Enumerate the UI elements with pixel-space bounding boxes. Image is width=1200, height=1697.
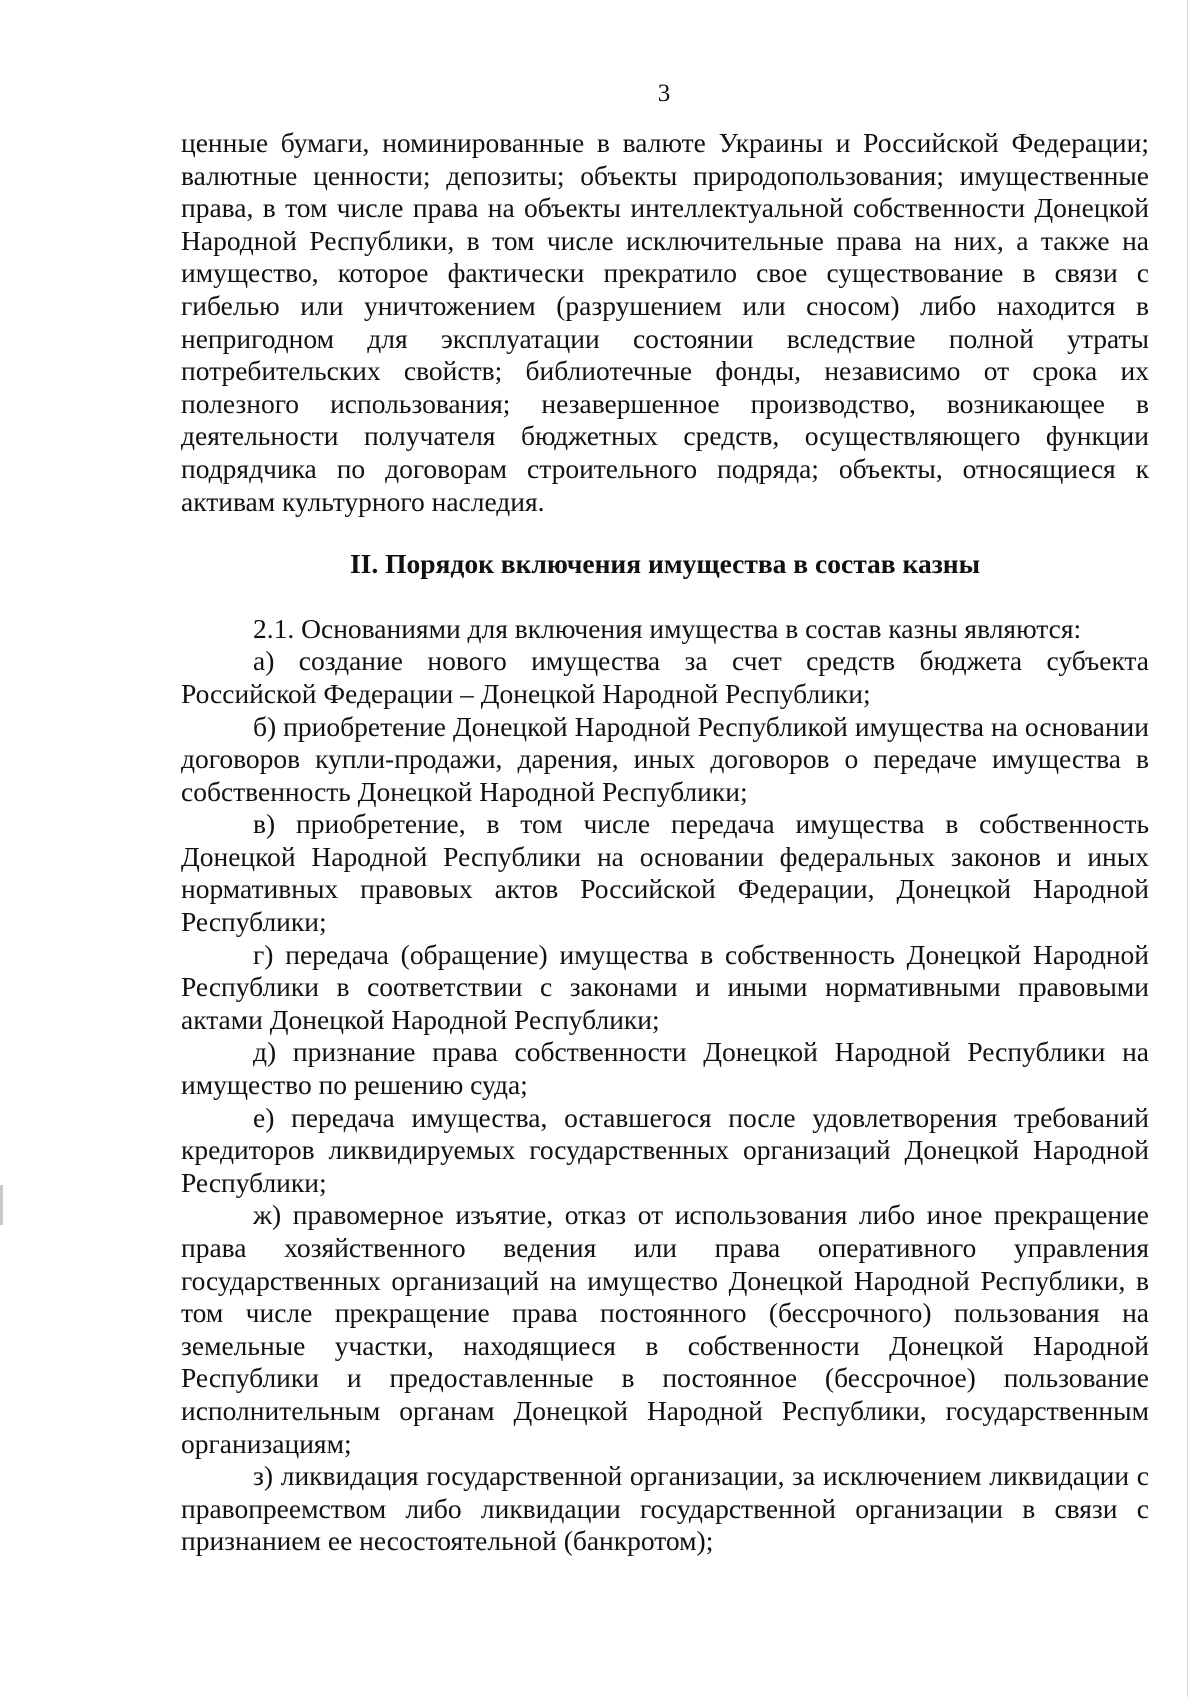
list-item-z: з) ликвидация государственной организации, за исключением ликвидации с правопреемством либо ликвидации государственной организации в связи с признанием ее несостоятельной (банкротом); xyxy=(181,1460,1149,1557)
paragraph-2-1: 2.1. Основаниями для включения имущества в состав казны являются: xyxy=(253,612,1082,644)
scan-margin-mark xyxy=(0,1185,3,1225)
list-item-g: г) передача (обращение) имущества в собственность Донецкой Народной Республики в соответствии с законами и иными нормативными правовыми актами Донецкой Народной Республики; xyxy=(181,938,1149,1035)
list-item-a: а) создание нового имущества за счет средств бюджета субъекта Российской Федерации – Донецкой Народной Республики; xyxy=(181,645,1149,709)
document-body xyxy=(181,127,1149,1558)
list-item-e: е) передача имущества, оставшегося после удовлетворения требований кредиторов ликвидируемых государственных организаций Донецкой Народной Республики; xyxy=(181,1101,1149,1198)
page-number: 3 xyxy=(657,80,671,107)
list-item-v: в) приобретение, в том числе передача имущества в собственность Донецкой Народной Республики на основании федеральных законов и иных нормативных правовых актов Российской Федерации, Донецкой Народной Республики; xyxy=(181,808,1149,938)
section-heading: II. Порядок включения имущества в состав казны xyxy=(349,548,981,580)
scan-edge-line xyxy=(1187,0,1188,1697)
list-item-b: б) приобретение Донецкой Народной Республикой имущества на основании договоров купли-продажи, дарения, иных договоров о передаче имущества в собственность Донецкой Народной Республики; xyxy=(181,710,1149,807)
list-item-zh: ж) правомерное изъятие, отказ от использования либо иное прекращение права хозяйственного ведения или права оперативного управления государственных организаций на имущество Донецкой Народной Республики, в том числе прекращение права постоянного (бессрочного) пользования на земельные участки, находящиеся в собственности Донецкой Народной Республики и предоставленные в постоянное (бессрочное) пользование исполнительным органам Донецкой Народной Республики, государственным организациям; xyxy=(181,1199,1149,1459)
paragraph-intro: ценные бумаги, номинированные в валюте Украины и Российской Федерации; валютные ценности; депозиты; объекты природопользования; имущественные права, в том числе права на объекты интеллектуальной собственности Донецкой Народной Республики, в том числе исключительные права на них, а также на имущество, которое фактически прекратило свое существование в связи с гибелью или уничтожением (разрушением или сносом) либо находится в непригодном для эксплуатации состоянии вследствие полной утраты потребительских свойств; библиотечные фонды, независимо от срока их полезного использования; незавершенное производство, возникающее в деятельности получателя бюджетных средств, осуществляющего функции подрядчика по договорам строительного подряда; объекты, относящиеся к активам культурного наследия. xyxy=(181,127,1149,517)
list-item-d: д) признание права собственности Донецкой Народной Республики на имущество по решению суда; xyxy=(181,1036,1149,1101)
